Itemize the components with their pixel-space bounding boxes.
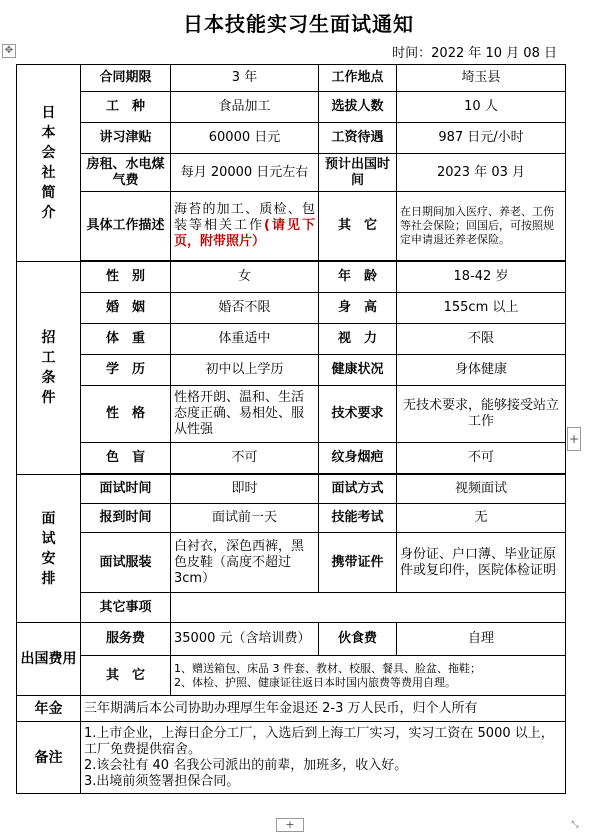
health-value[interactable]: 身体健康: [397, 355, 566, 386]
arrive-label: 报到时间: [81, 504, 171, 533]
interview-method-label: 面试方式: [319, 475, 397, 504]
food-value[interactable]: 自理: [397, 623, 566, 656]
exam-label: 技能考试: [319, 504, 397, 533]
edu-label: 学 历: [81, 355, 171, 386]
service-label: 服务费: [81, 623, 171, 656]
pension-value[interactable]: 三年期满后本公司协助办理厚生年金退还 2-3 万人民币，归个人所有: [81, 696, 566, 722]
desc-label: 具体工作描述: [81, 192, 171, 261]
personality-label: 性 格: [81, 386, 171, 443]
allowance-label: 讲习津贴: [81, 123, 171, 154]
age-label: 年 龄: [319, 262, 397, 293]
interview-method-value[interactable]: 视频面试: [397, 475, 566, 504]
arrive-value[interactable]: 面试前一天: [171, 504, 319, 533]
section-remark: 备注: [17, 722, 81, 794]
weight-label: 体 重: [81, 324, 171, 355]
add-column-plus-icon[interactable]: +: [567, 427, 581, 451]
tattoo-value[interactable]: 不可: [397, 443, 566, 474]
exam-value[interactable]: 无: [397, 504, 566, 533]
interview-other-label: 其它事项: [81, 593, 171, 623]
interview-time-label: 面试时间: [81, 475, 171, 504]
job-label: 工 种: [81, 92, 171, 123]
section-recruit: 招工条件: [17, 262, 81, 475]
docs-value[interactable]: 身份证、户口薄、毕业证原件或复印件，医院体检证明: [397, 533, 566, 593]
rent-label: 房租、水电煤气费: [81, 154, 171, 192]
table-resize-handle-icon[interactable]: ⤡: [571, 820, 579, 830]
location-label: 工作地点: [319, 65, 397, 92]
color-value[interactable]: 不可: [171, 443, 319, 474]
location-value[interactable]: 埼玉县: [397, 65, 566, 92]
personality-value[interactable]: 性格开朗、温和、生活态度正确、易相处、服从性强: [171, 386, 319, 443]
cost-other-value[interactable]: [171, 656, 566, 696]
weight-value[interactable]: 体重适中: [171, 324, 319, 355]
company-other-value[interactable]: 在日期间加入医疗、养老、工伤等社会保险；回国后，可按照规定申请退还养老保险。: [397, 192, 566, 261]
table-move-handle-icon[interactable]: ✥: [2, 44, 16, 58]
remark-line-3: 3.出境前须签署担保合同。: [84, 773, 240, 789]
health-label: 健康状况: [319, 355, 397, 386]
height-value[interactable]: 155cm 以上: [397, 293, 566, 324]
notice-table: [16, 64, 566, 794]
dress-label: 面试服装: [81, 533, 171, 593]
section-cost: 出国费用: [17, 623, 81, 696]
cost-other-label: 其 它: [81, 656, 171, 696]
cost-other-line2: 2、体检、护照、健康证往返日本时国内旅费等费用自理。: [174, 675, 456, 689]
wage-value[interactable]: 987 日元/小时: [397, 123, 566, 154]
skill-label: 技术要求: [319, 386, 397, 443]
company-other-label: 其 它: [319, 192, 397, 261]
wage-label: 工资待遇: [319, 123, 397, 154]
contract-value[interactable]: 3 年: [171, 65, 319, 92]
allowance-value[interactable]: 60000 日元: [171, 123, 319, 154]
skill-value[interactable]: 无技术要求，能够接受站立工作: [397, 386, 566, 443]
job-value[interactable]: 食品加工: [171, 92, 319, 123]
tattoo-label: 纹身烟疤: [319, 443, 397, 474]
vision-value[interactable]: 不限: [397, 324, 566, 355]
marriage-label: 婚 姻: [81, 293, 171, 324]
remark-line-2: 2.该会社有 40 名我公司派出的前辈，加班多，收入好。: [84, 757, 408, 773]
notice-date: 时间：2022 年 10 月 08 日: [392, 46, 557, 61]
gender-value[interactable]: 女: [171, 262, 319, 293]
remark-value[interactable]: [81, 722, 566, 794]
add-row-plus-icon[interactable]: +: [276, 818, 304, 832]
desc-note: (请见下页，附带照片）: [174, 218, 315, 249]
desc-value[interactable]: [171, 192, 319, 261]
docs-label: 携带证件: [319, 533, 397, 593]
section-company: 日本会社简介: [17, 65, 81, 262]
contract-label: 合同期限: [81, 65, 171, 92]
age-value[interactable]: 18-42 岁: [397, 262, 566, 293]
interview-time-value[interactable]: 即时: [171, 475, 319, 504]
rent-value[interactable]: 每月 20000 日元左右: [171, 154, 319, 192]
section-pension: 年金: [17, 696, 81, 722]
depart-label: 预计出国时间: [319, 154, 397, 192]
height-label: 身 高: [319, 293, 397, 324]
desc-text: 海苔的加工、质检、包装等相关工作: [174, 202, 315, 233]
remark-line-1: 1.上市企业，上海日企分工厂，入选后到上海工厂实习，实习工资在 5000 以上，工厂免费提供宿舍。: [84, 725, 554, 757]
depart-value[interactable]: 2023 年 03 月: [397, 154, 566, 192]
count-label: 选拔人数: [319, 92, 397, 123]
color-label: 色 盲: [81, 443, 171, 474]
cost-other-line1: 1、赠送箱包、床品 3 件套、教材、校服、餐具、脸盆、拖鞋；: [174, 661, 481, 675]
dress-value[interactable]: 白衬衣，深色西裤，黑色皮鞋（高度不超过 3cm）: [171, 533, 319, 593]
service-value[interactable]: 35000 元（含培训费）: [171, 623, 319, 656]
edu-value[interactable]: 初中以上学历: [171, 355, 319, 386]
marriage-value[interactable]: 婚否不限: [171, 293, 319, 324]
count-value[interactable]: 10 人: [397, 92, 566, 123]
gender-label: 性 别: [81, 262, 171, 293]
page-title: 日本技能实习生面试通知: [183, 12, 414, 36]
vision-label: 视 力: [319, 324, 397, 355]
section-interview: 面试安排: [17, 475, 81, 623]
food-label: 伙食费: [319, 623, 397, 656]
interview-other-value[interactable]: [171, 593, 566, 623]
